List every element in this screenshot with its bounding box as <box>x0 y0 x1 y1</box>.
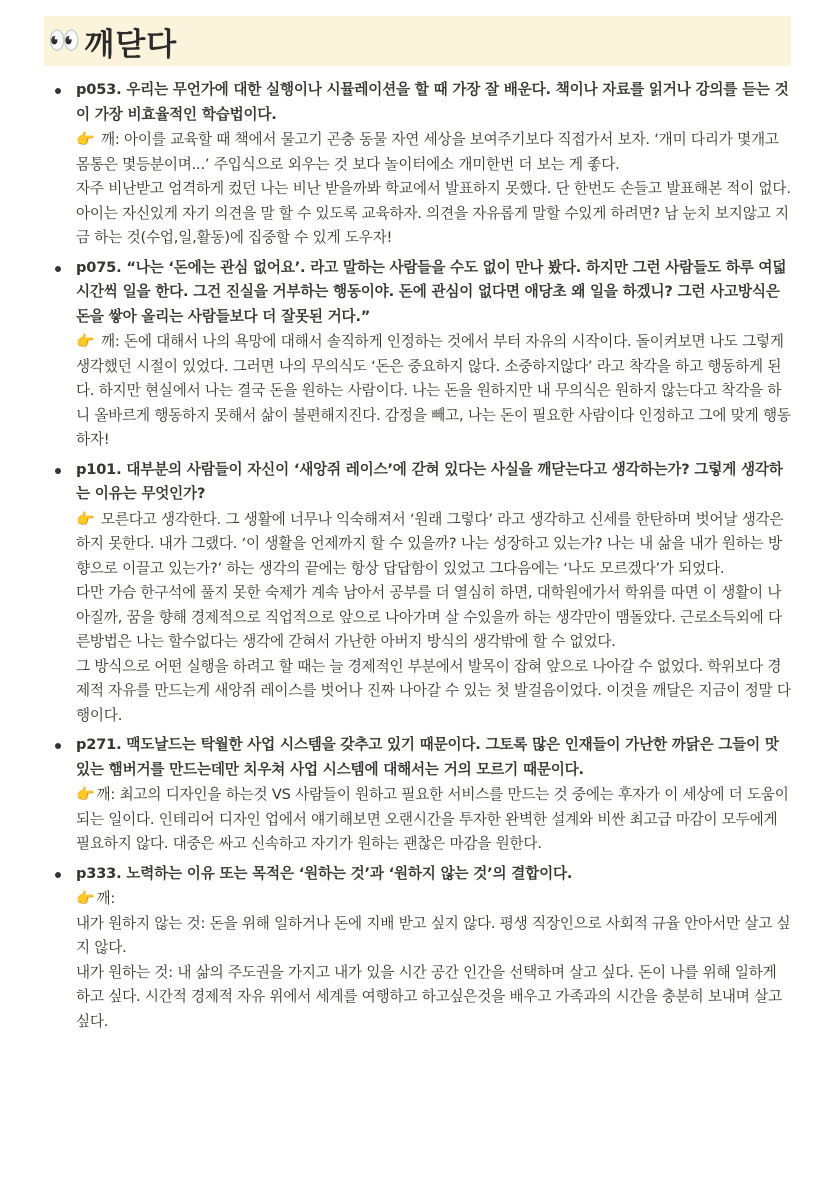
entry-note <box>76 507 791 582</box>
list-item <box>44 78 791 251</box>
note-prefix: 깨: <box>96 786 116 803</box>
note-prefix: 깨: <box>96 890 116 907</box>
note-text: 내가 원하는 것: 내 삶의 주도권을 가지고 내가 있을 시간 공간 인간을 선택하며 살고 싶다. 돈이 나를 위해 일하게 하고 싶다. 시간적 경제적 자유 위에서 세계를 여행하고 하고싶은것을 배우고 가족과의 시간을 충분히 보내며 살고 싶다. <box>76 963 782 1030</box>
entry-quote: p101. 대부분의 사람들이 자신이 ‘새앙쥐 레이스’에 갇혀 있다는 사실을 깨닫는다고 생각하는가? 그렇게 생각하는 이유는 무엇인가? <box>76 460 783 502</box>
entry-list <box>44 78 791 1034</box>
note-prefix: 깨: <box>100 333 120 350</box>
note-text: 돈에 대해서 나의 욕망에 대해서 솔직하게 인정하는 것에서 부터 자유의 시작이다. 돌이켜보면 나도 그렇게 생각했던 시절이 있었다. 그러면 나의 무의식도 ‘돈은 중요하지 않다. 소중하지않다’ 라고 착각을 하고 행동하게 된다. 하지만 현실에서 나는 결국 돈을 원하는 사람이다. 나는 돈을 원하지만 내 무의식은 원하지 않는다고 착각을 하니 올바르게 행동하지 못해서 삶이 불편해지진다. 감정을 빼고, 나는 돈이 필요한 사람이다 인정하고 그에 맞게 행동하자! <box>76 333 791 448</box>
entry-quote: p271. 맥도날드는 탁월한 사업 시스템을 갖추고 있기 때문이다. 그토록 많은 인재들이 가난한 까닭은 그들이 맛있는 햄버거를 만드는데만 치우쳐 사업 시스템에 대해서는 거의 모르기 때문이다. <box>76 736 779 778</box>
list-item <box>44 458 791 729</box>
page-heading <box>44 16 791 66</box>
entry-note <box>76 886 791 912</box>
pointing-hand-icon: 👉 <box>76 889 95 907</box>
entry-note <box>76 782 791 857</box>
eyes-icon: 👀 <box>48 26 77 56</box>
page-title: 깨닫다 <box>84 26 178 63</box>
note-text: 아이를 교육할 때 책에서 물고기 곤충 동물 자연 세상을 보여주기보다 직접가서 보자. ‘개미 다리가 몇개고 몸통은 몇등분이며...’ 주입식으로 외우는 것 보다 놀이터에소 개미한번 더 보는 게 좋다. <box>76 131 779 173</box>
note-text: 그 방식으로 어떤 실행을 하려고 할 때는 늘 경제적인 부분에서 발목이 잡혀 앞으로 나아갈 수 없었다. 학위보다 경제적 자유를 만드는게 새앙쥐 레이스를 벗어나 진짜 나아갈 수 있는 첫 발걸음이었다. 이것을 깨달은 지금이 정말 다행이다. <box>76 657 791 724</box>
pointing-hand-icon: 👉 <box>76 332 95 350</box>
list-item <box>44 733 791 857</box>
pointing-hand-icon: 👉 <box>76 785 95 803</box>
entry-quote: p053. 우리는 무언가에 대한 실행이나 시뮬레이션을 할 때 가장 잘 배운다. 책이나 자료를 읽거나 강의를 듣는 것이 가장 비효율적인 학습법이다. <box>76 81 789 123</box>
entry-quote: p075. “나는 ‘돈에는 관심 없어요’. 라고 말하는 사람들을 수도 없이 만나 봤다. 하지만 그런 사람들도 하루 여덟 시간씩 일을 한다. 그건 진실을 거부하는 행동이야. 돈에 관심이 없다면 애당초 왜 일을 하겠니? 그런 사고방식은 돈을 쌓아 올리는 사람들보다 더 잘못된 거다.” <box>76 258 787 325</box>
note-text: 모른다고 생각한다. 그 생활에 너무나 익숙해져서 ‘원래 그렇다’ 라고 생각하고 신세를 한탄하며 벗어날 생각은 하지 못한다. 내가 그랬다. ‘이 생활을 언제까지 할 수 있을까? 나는 성장하고 있는가? 나는 내 삶을 내가 원하는 방향으로 이끌고 있는가?’ 하는 생각의 끝에는 항상 답답함이 있었고 그다음에는 ‘나도 모르겠다’가 되었다. <box>76 510 784 577</box>
note-text: 내가 원하지 않는 것: 돈을 위해 일하거나 돈에 지배 받고 싶지 않다. 평생 직장인으로 사회적 규율 안아서만 살고 싶지 않다. <box>76 914 791 956</box>
list-item <box>44 256 791 453</box>
pointing-hand-icon: 👉 <box>76 509 95 528</box>
note-text: 최고의 디자인을 하는것 VS 사람들이 원하고 필요한 서비스를 만드는 것 중에는 후자가 이 세상에 더 도움이 되는 일이다. 인테리어 디자인 업에서 얘기해보면 오랜시간을 투자한 완벽한 설계와 비싼 최고급 마감이 모두에게 필요하지 않다. 대중은 싸고 신속하고 자기가 원하는 괜찮은 마감을 원한다. <box>76 786 789 852</box>
note-prefix: 깨: <box>100 131 120 148</box>
pointing-hand-icon: 👉 <box>76 130 95 148</box>
entry-quote: p333. 노력하는 이유 또는 목적은 ‘원하는 것’과 ‘원하지 않는 것’의 결합이다. <box>76 864 573 882</box>
entry-note <box>76 127 791 177</box>
note-text: 다만 가슴 한구석에 풀지 못한 숙제가 계속 남아서 공부를 더 열심히 하면, 대학원에가서 학위를 따면 이 생활이 나아질까, 꿈을 향해 경제적으로 직업적으로 앞으로 나아가며 살 수있을까 하는 생각만이 맴돌았다. 근로소득외에 다른방법은 나는 할수없다는 생각에 갇혀서 가난한 아버지 방식의 생각밖에 할 수 없었다. <box>76 584 782 650</box>
list-item <box>44 862 791 1035</box>
entry-note <box>76 329 791 453</box>
note-text: 자주 비난받고 엄격하게 컸던 나는 비난 받을까봐 학교에서 발표하지 못했다. 단 한번도 손들고 발표해본 적이 없다. 아이는 자신있게 자기 의견을 말 할 수 있도록 교육하자. 의견을 자유롭게 말할 수있게 하려면? 남 눈치 보지않고 지금 하는 것(수업,일,활동)에 집중할 수 있게 도우자! <box>76 180 791 246</box>
